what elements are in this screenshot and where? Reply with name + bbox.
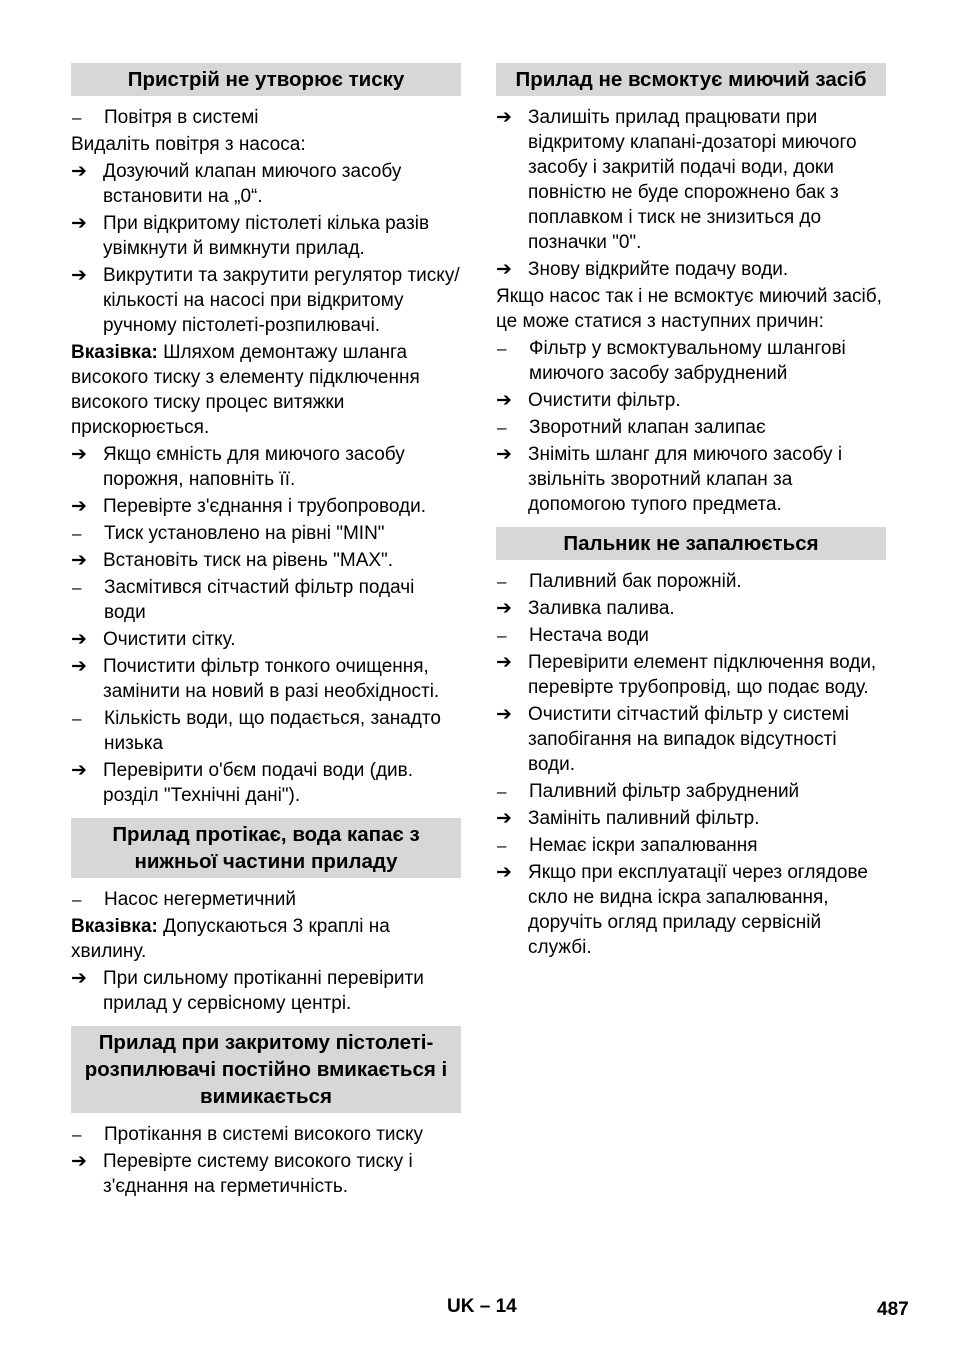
dash-marker: – [497,836,507,855]
note-text: Допускаються 3 краплі на хвилину. [71,916,390,962]
list-item [496,806,886,831]
list-item [71,966,461,1016]
arrow-icon: ➔ [71,968,87,989]
item-text: Очистити сітчастий фільтр у системі запобігання на випадок відсутності води. [528,704,849,775]
arrow-icon: ➔ [496,598,512,619]
arrow-icon: ➔ [71,550,87,571]
arrow-icon: ➔ [496,259,512,280]
item-text: Викрутити та закрутити регулятор тиску/кількості на насосі при відкритому ручному пістолеті-розпилювачі. [103,265,460,336]
dash-marker: – [72,890,82,909]
section-heading-no-pressure: Пристрій не утворює тиску [71,63,461,96]
item-text: Перевірити о'бєм подачі води (див. розділ "Технічні дані"). [103,760,414,806]
item-text: Зніміть шланг для миючого засобу і звільніть зворотний клапан за допомогою тупого предмета. [528,444,843,515]
dash-marker: – [72,709,82,728]
dash-marker: – [72,108,82,127]
list-item [496,779,886,804]
item-text: Кількість води, що подається, занадто низька [104,708,441,754]
item-text: Знову відкрийте подачу води. [528,259,789,280]
arrow-icon: ➔ [71,161,87,182]
item-text: Якщо ємність для миючого засобу порожня, наповніть її. [103,444,405,490]
right-column [496,63,886,962]
section-heading-cycling: Прилад при закритому пістолеті-розпилювачі постійно вмикається і вимикається [71,1026,461,1113]
list-item [496,596,886,621]
list-item [496,388,886,413]
left-column [71,63,461,1201]
arrow-icon: ➔ [496,862,512,883]
item-text: Зворотний клапан залипає [529,417,766,438]
arrow-icon: ➔ [496,390,512,411]
note-paragraph [71,914,461,964]
arrow-icon: ➔ [496,444,512,465]
dash-marker: – [72,578,82,597]
item-text: Залишіть прилад працювати при відкритому клапані-дозаторі миючого засобу і закритій подачі води, доки повністю не буде спорожнено бак з поплавком і тиск не знизиться до позначки "0". [528,107,857,253]
section-heading-leak: Прилад протікає, вода капає з нижньої частини приладу [71,818,461,878]
list-item [496,569,886,594]
list-item [71,211,461,261]
arrow-icon: ➔ [71,213,87,234]
item-text: При відкритому пістолеті кілька разів увімкнути й вимкнути прилад. [103,213,430,259]
list-item [71,887,461,912]
arrow-icon: ➔ [71,629,87,650]
dash-marker: – [497,339,507,358]
item-text: Фільтр у всмоктувальному шлангові миючого засобу забруднений [529,338,846,384]
item-text: Очистити фільтр. [528,390,681,411]
item-text: При сильному протіканні перевірити прилад у сервісному центрі. [103,968,424,1014]
arrow-icon: ➔ [71,265,87,286]
arrow-icon: ➔ [496,808,512,829]
item-text: Дозуючий клапан миючого засобу встановити на „0“. [103,161,402,207]
list-item [71,627,461,652]
list-item [71,1122,461,1147]
arrow-icon: ➔ [496,704,512,725]
list-item [71,548,461,573]
item-text: Засмітився сітчастий фільтр подачі води [104,577,415,623]
list-item [71,159,461,209]
arrow-icon: ➔ [496,107,512,128]
list-item [71,263,461,338]
item-text: Очистити сітку. [103,629,236,650]
paragraph: Видаліть повітря з насоса: [71,134,306,155]
page-number: 487 [877,1299,909,1320]
item-text: Повітря в системі [104,107,259,128]
list-item [496,336,886,386]
list-item [496,860,886,960]
section-heading-burner: Пальник не запалюється [496,527,886,560]
list-item [71,1149,461,1199]
list-item [71,575,461,625]
note-paragraph [71,340,461,440]
section-heading-no-detergent: Прилад не всмоктує миючий засіб [496,63,886,96]
item-text: Нестача води [529,625,649,646]
arrow-icon: ➔ [71,1151,87,1172]
item-text: Перевірте систему високого тиску і з'єднання на герметичність. [103,1151,413,1197]
list-item [496,623,886,648]
item-text: Протікання в системі високого тиску [104,1124,424,1145]
list-item [496,257,886,282]
list-item [71,521,461,546]
item-text: Паливний бак порожній. [529,571,742,592]
arrow-icon: ➔ [71,656,87,677]
item-text: Заливка палива. [528,598,675,619]
list-item [496,105,886,255]
list-item [71,105,461,130]
list-item [496,702,886,777]
item-text: Насос негерметичний [104,889,296,910]
footer-section-label: UK – 14 [447,1296,517,1317]
item-text: Встановіть тиск на рівень "MAX". [103,550,394,571]
list-item [71,706,461,756]
item-text: Немає іскри запалювання [529,835,758,856]
list-item [496,415,886,440]
list-item [71,442,461,492]
dash-marker: – [497,782,507,801]
dash-marker: – [497,626,507,645]
dash-marker: – [72,1125,82,1144]
list-item [496,833,886,858]
item-text: Тиск установлено на рівні "MIN" [104,523,385,544]
arrow-icon: ➔ [71,496,87,517]
note-text: Шляхом демонтажу шланга високого тиску з елементу підключення високого тиску процес витяжки прискорюється. [71,342,420,438]
dash-marker: – [497,572,507,591]
arrow-icon: ➔ [71,444,87,465]
list-item [496,650,886,700]
list-item [71,758,461,808]
item-text: Перевірити елемент підключення води, перевірте трубопровід, що подає воду. [528,652,877,698]
note-label: Вказівка: [71,342,158,363]
item-text: Якщо при експлуатації через оглядове скло не видна іскра запалювання, доручіть огляд приладу сервісній службі. [528,862,868,958]
list-item [71,654,461,704]
list-item [71,494,461,519]
paragraph: Якщо насос так і не всмоктує миючий засіб, це може статися з наступних причин: [496,286,882,332]
item-text: Почистити фільтр тонкого очищення, замінити на новий в разі необхідності. [103,656,440,702]
item-text: Перевірте з'єднання і трубопроводи. [103,496,427,517]
note-label: Вказівка: [71,916,158,937]
dash-marker: – [72,524,82,543]
list-item [496,442,886,517]
item-text: Паливний фільтр забруднений [529,781,800,802]
arrow-icon: ➔ [71,760,87,781]
item-text: Замініть паливний фільтр. [528,808,760,829]
dash-marker: – [497,418,507,437]
arrow-icon: ➔ [496,652,512,673]
